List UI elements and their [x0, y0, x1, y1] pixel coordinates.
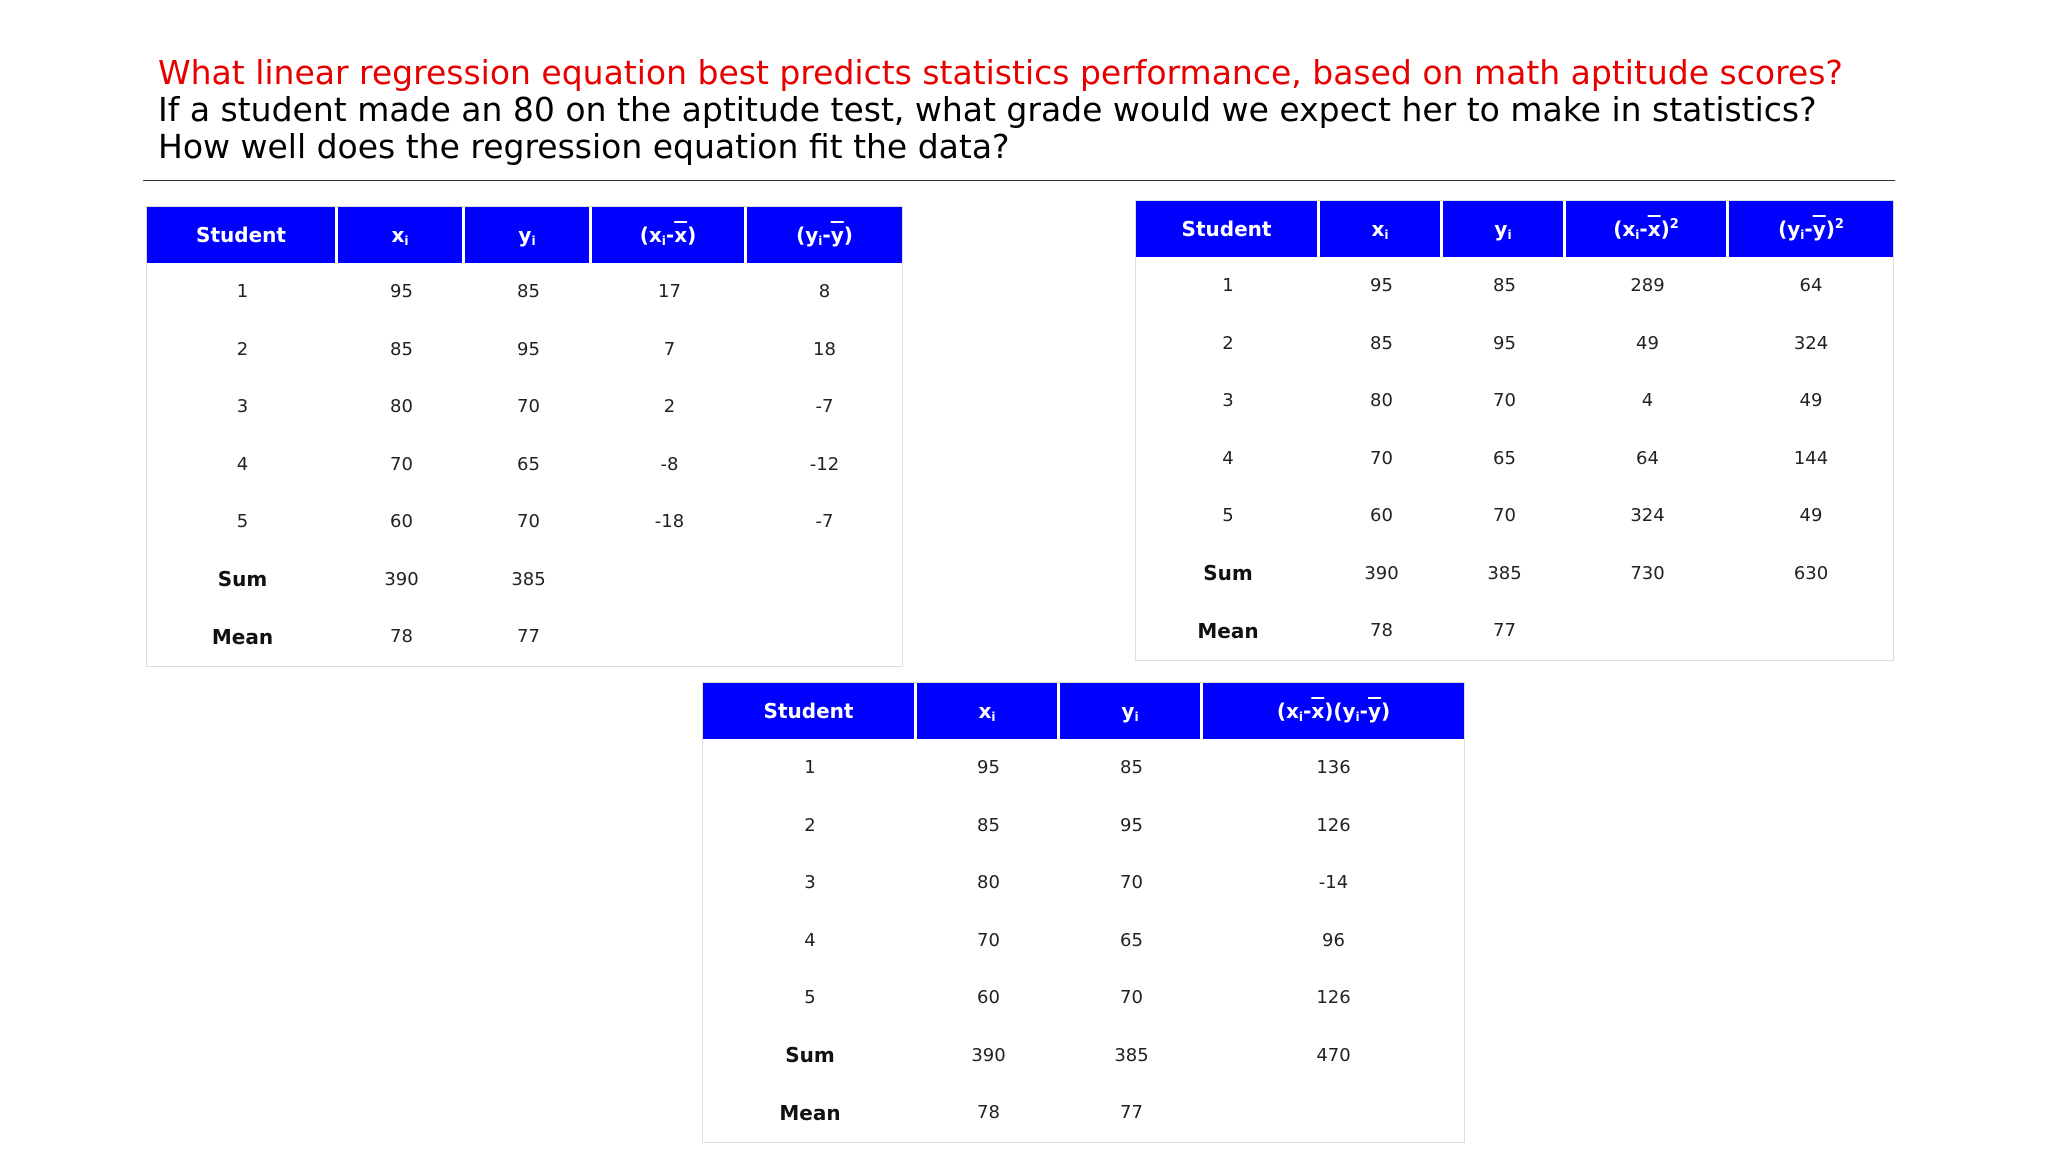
x-cell: 85	[977, 814, 1000, 836]
y-deviation-cell: 8	[818, 281, 831, 303]
student-cell: 3	[1222, 390, 1234, 412]
x-sum-cell: 390	[971, 1044, 1006, 1066]
x-cell: 70	[390, 453, 413, 475]
sum-label: Sum	[785, 1043, 835, 1068]
x-cell: 85	[390, 338, 413, 360]
mean-label: Mean	[211, 624, 274, 649]
header-x-deviation-squared: $(x_i-\overline{x})^2$	[1566, 201, 1729, 257]
x-deviation-squared-cell: 4	[1641, 390, 1654, 412]
y-deviation-cell: -7	[815, 396, 834, 418]
x-cell: 70	[977, 929, 1000, 951]
y-cell: 85	[1120, 757, 1143, 779]
header-row	[1136, 201, 1893, 257]
x-deviation-cell: -18	[654, 511, 685, 533]
cross-product-cell: -14	[1318, 872, 1349, 894]
header-yi: $y_i$	[465, 207, 592, 263]
y-cell: 95	[1120, 814, 1143, 836]
header-yi: $y_i$	[1443, 201, 1566, 257]
x-mean-cell: 78	[1370, 620, 1393, 642]
y-cell: 65	[1120, 929, 1143, 951]
y-cell: 95	[517, 338, 540, 360]
table-row	[147, 263, 902, 321]
question-predicted-grade: If a student made an 80 on the aptitude test, what grade would we expect her to make in statistics?	[158, 90, 1817, 129]
y-deviation-squared-sum-cell: 630	[1793, 562, 1829, 584]
student-cell: 2	[804, 814, 816, 836]
table-row	[1136, 430, 1893, 488]
header-y-deviation: $(y_i-\overline{y})$	[747, 207, 902, 263]
x-deviation-squared-cell: 324	[1630, 505, 1665, 527]
table-row	[147, 493, 902, 551]
x-deviation-squared-cell: 64	[1636, 447, 1659, 469]
y-mean-cell: 77	[517, 626, 540, 648]
student-cell: 5	[804, 987, 816, 1009]
student-cell: 2	[236, 338, 249, 360]
table-row	[147, 378, 902, 436]
x-cell: 80	[1370, 390, 1393, 412]
y-mean-cell: 77	[1493, 620, 1516, 642]
mean-label: Mean	[1197, 618, 1259, 643]
empty-cell	[592, 551, 747, 609]
table-row	[1136, 257, 1893, 315]
y-deviation-squared-cell: 144	[1793, 447, 1829, 469]
y-cell: 85	[517, 281, 540, 303]
table-row	[147, 321, 902, 379]
student-cell: 1	[804, 757, 816, 779]
y-mean-cell: 77	[1120, 1102, 1143, 1124]
header-student: Student	[703, 683, 917, 739]
x-mean-cell: 78	[977, 1102, 1000, 1124]
student-cell: 3	[804, 872, 816, 894]
x-cell: 95	[1370, 275, 1393, 297]
y-sum-cell: 385	[1487, 562, 1522, 584]
y-cell: 70	[1120, 872, 1143, 894]
student-cell: 4	[804, 929, 816, 951]
x-deviation-cell: 17	[658, 281, 681, 303]
header-xi: $x_i$	[1320, 201, 1443, 257]
y-cell: 70	[1493, 390, 1516, 412]
cross-product-cell: 136	[1316, 757, 1351, 779]
x-sum-cell: 390	[384, 568, 419, 590]
sum-row	[703, 1027, 1464, 1085]
title-divider	[143, 180, 1895, 181]
x-cell: 85	[1370, 332, 1393, 354]
student-cell: 5	[236, 511, 249, 533]
squared-deviations-table	[1135, 200, 1894, 661]
y-deviation-squared-cell: 324	[1793, 332, 1829, 354]
mean-row	[1136, 602, 1893, 660]
y-deviation-squared-cell: 49	[1799, 390, 1823, 412]
y-deviation-cell: -12	[809, 453, 840, 475]
x-deviation-cell: -8	[660, 453, 679, 475]
table-row	[1136, 487, 1893, 545]
header-student: Student	[147, 207, 338, 263]
header-student: Student	[1136, 201, 1320, 257]
empty-cell	[747, 608, 902, 666]
x-cell: 60	[977, 987, 1000, 1009]
y-cell: 70	[1120, 987, 1143, 1009]
header-xi: $x_i$	[917, 683, 1060, 739]
student-cell: 4	[1222, 447, 1234, 469]
x-mean-cell: 78	[390, 626, 413, 648]
x-cell: 70	[1370, 447, 1393, 469]
y-cell: 65	[1493, 447, 1516, 469]
x-cell: 95	[390, 281, 413, 303]
x-cell: 80	[390, 396, 413, 418]
header-x-deviation: $(x_i-\overline{x})$	[592, 207, 747, 263]
x-deviation-squared-cell: 289	[1630, 275, 1665, 297]
y-cell: 70	[1493, 505, 1516, 527]
y-deviation-squared-cell: 49	[1799, 505, 1823, 527]
mean-row	[703, 1084, 1464, 1142]
sum-row	[1136, 545, 1893, 603]
y-deviation-squared-cell: 64	[1799, 275, 1823, 297]
question-goodness-of-fit: How well does the regression equation fit the data?	[158, 127, 1010, 166]
student-cell: 4	[236, 453, 249, 475]
y-cell: 70	[517, 396, 540, 418]
header-row	[147, 207, 902, 263]
sum-label: Sum	[217, 567, 268, 592]
student-cell: 1	[1222, 275, 1234, 297]
cross-product-cell: 96	[1322, 929, 1345, 951]
x-deviation-squared-cell: 49	[1636, 332, 1659, 354]
x-deviation-squared-sum-cell: 730	[1630, 562, 1665, 584]
table-row	[1136, 315, 1893, 373]
y-cell: 95	[1493, 332, 1516, 354]
y-deviation-cell: 18	[813, 338, 836, 360]
header-y-deviation-squared: $(y_i-\overline{y})^2$	[1729, 201, 1893, 257]
empty-cell	[747, 551, 902, 609]
empty-cell	[1203, 1084, 1464, 1142]
cross-products-table	[702, 682, 1465, 1143]
mean-label: Mean	[779, 1100, 841, 1125]
table-row	[703, 739, 1464, 797]
table-row	[703, 797, 1464, 855]
x-cell: 60	[390, 511, 413, 533]
student-cell: 2	[1222, 332, 1234, 354]
sum-label: Sum	[1203, 561, 1253, 586]
header-row	[703, 683, 1464, 739]
x-cell: 60	[1370, 505, 1393, 527]
cross-product-cell: 126	[1316, 814, 1351, 836]
table-row	[703, 969, 1464, 1027]
empty-cell	[1566, 602, 1729, 660]
x-sum-cell: 390	[1364, 562, 1399, 584]
x-cell: 95	[977, 757, 1000, 779]
empty-cell	[592, 608, 747, 666]
table-row	[703, 912, 1464, 970]
sum-row	[147, 551, 902, 609]
header-yi: $y_i$	[1060, 683, 1203, 739]
table-row	[147, 436, 902, 494]
mean-row	[147, 608, 902, 666]
y-cell: 65	[517, 453, 540, 475]
student-cell: 3	[236, 396, 249, 418]
x-deviation-cell: 2	[663, 396, 676, 418]
empty-cell	[1729, 602, 1893, 660]
student-cell: 5	[1222, 505, 1234, 527]
cross-product-sum-cell: 470	[1316, 1044, 1351, 1066]
table-row	[703, 854, 1464, 912]
header-cross-product: $(x_i-\overline{x})(y_i-\overline{y})$	[1203, 683, 1464, 739]
deviations-table	[146, 206, 903, 667]
y-deviation-cell: -7	[815, 511, 834, 533]
cross-product-cell: 126	[1316, 987, 1351, 1009]
y-sum-cell: 385	[1114, 1044, 1149, 1066]
y-cell: 85	[1493, 275, 1516, 297]
x-cell: 80	[977, 872, 1000, 894]
table-row	[1136, 372, 1893, 430]
student-cell: 1	[236, 281, 249, 303]
x-deviation-cell: 7	[663, 338, 676, 360]
question-regression-equation: What linear regression equation best predicts statistics performance, based on math aptitude scores?	[158, 53, 1843, 92]
y-cell: 70	[517, 511, 540, 533]
y-sum-cell: 385	[511, 568, 546, 590]
header-xi: $x_i$	[338, 207, 465, 263]
